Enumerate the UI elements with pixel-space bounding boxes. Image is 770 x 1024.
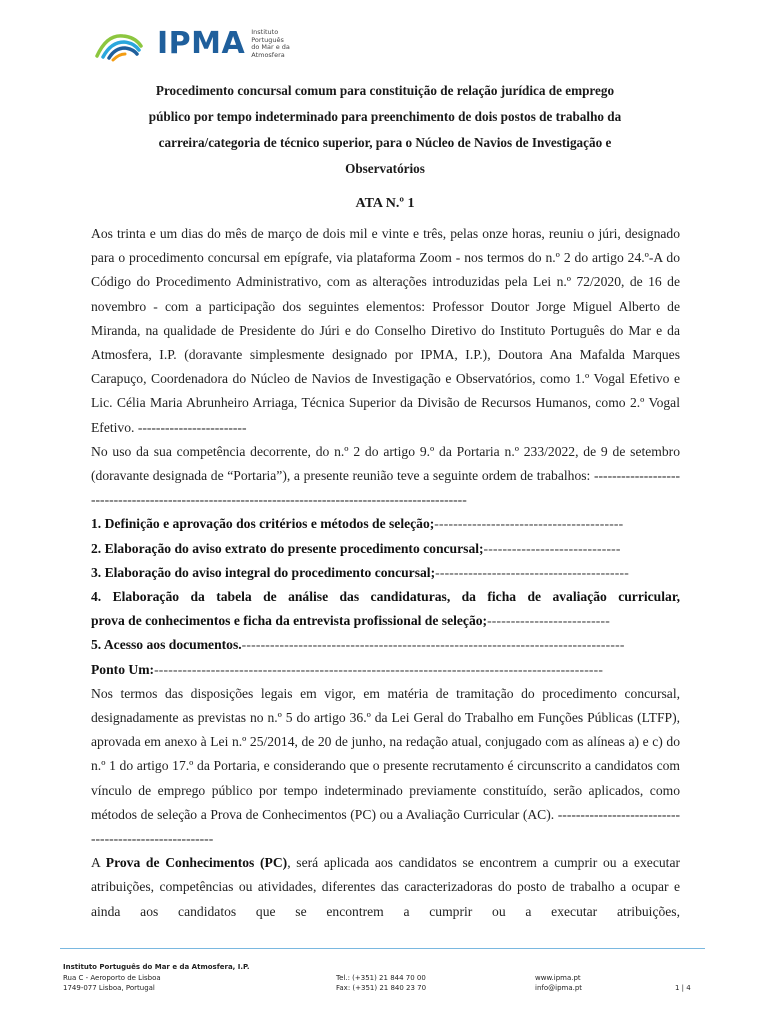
agenda-item-4-cont <box>91 609 680 633</box>
logo-subtitle-line: Atmosfera <box>251 50 285 59</box>
ponto-um-paragraph <box>91 682 680 851</box>
footer-org-name: Instituto Português do Mar e da Atmosfera, I.P. <box>63 963 250 971</box>
paragraph-text: A <box>91 855 106 871</box>
section-heading: Ponto Um: <box>91 661 155 677</box>
competence-text: No uso da sua competência decorrente, do n.º 2 do artigo 9.º da Portaria n.º 233/2022, de 9 de setembro (doravante designada de “Portaria”), a presente reunião teve a seguinte ordem de trabalhos: <box>91 443 680 484</box>
ipma-logo <box>93 24 301 64</box>
ponto-um-heading <box>91 658 680 682</box>
footer-fax: Fax: (+351) 21 840 23 70 <box>336 984 427 992</box>
title-line: carreira/categoria de técnico superior, para o Núcleo de Navios de Investigação e <box>158 135 612 150</box>
agenda-item-5 <box>91 633 680 657</box>
footer-divider <box>60 948 705 949</box>
footer-tel: Tel.: (+351) 21 844 70 00 <box>336 973 426 982</box>
footer-phones <box>336 973 486 994</box>
agenda-item-text: 3. Elaboração do aviso integral do procedimento concursal; <box>91 564 436 580</box>
dash-filler: ------------------------------------------------------------------------------------------------------ <box>91 468 680 508</box>
dash-filler: ----------------------------------------- <box>435 564 629 580</box>
footer-web <box>535 973 635 994</box>
dash-filler: ---------------------------------------- <box>434 516 624 532</box>
dash-filler: --------------------------------------------------------------------------------- <box>241 637 625 653</box>
document-body <box>91 222 680 924</box>
dash-filler: -------------------------- <box>487 613 610 629</box>
agenda-item-text: 2. Elaboração do aviso extrato do presente procedimento concursal; <box>91 540 484 556</box>
competence-paragraph <box>91 440 680 513</box>
agenda-item-1 <box>91 512 680 536</box>
logo-subtitle-line: Português <box>251 35 284 44</box>
intro-text: Aos trinta e um dias do mês de março de dois mil e vinte e três, pelas onze horas, reuniu o júri, designado para o procedimento concursal em epígrafe, via plataforma Zoom - nos termos do n.º 2 do artigo 24.º-A do Código do Procedimento Administrativo, com as alterações introduzidas pela Lei n.º 72/2020, de 16 de novembro - com a participação dos seguintes elementos: Professor Doutor Jorge Miguel Alberto de Miranda, na qualidade de Presidente do Júri e do Conselho Diretivo do Instituto Português do Mar e da Atmosfera, I.P. (doravante simplesmente designado por IPMA, I.P.), Doutora Ana Mafalda Marques Carapuço, Coordenadora do Núcleo de Navios de Investigação e Observatórios, como 1.º Vogal Efetivo e Lic. Célia Maria Abrunheiro Arriaga, Técnica Superior da Divisão de Recursos Humanos, como 2.º Vogal Efetivo. <box>91 226 680 435</box>
agenda-item-text: prova de conhecimentos e ficha da entrevista profissional de seleção; <box>91 613 488 629</box>
bold-term: Prova de Conhecimentos (PC) <box>105 855 288 871</box>
agenda-item-2 <box>91 537 680 561</box>
dash-filler: ------------------------ <box>137 419 247 435</box>
logo-subtitle-line: Instituto <box>251 28 279 36</box>
footer-address <box>63 962 293 994</box>
pc-paragraph <box>91 851 680 924</box>
agenda-item-3 <box>91 561 680 585</box>
dash-filler: ------------------------------------------------------ <box>91 806 681 847</box>
agenda-item-4: 4. Elaboração da tabela de análise das candidaturas, da ficha de avaliação curricular, <box>91 589 680 605</box>
dash-filler: ----------------------------------------------------------------------------------------------- <box>154 661 604 677</box>
page-number: 1 | 4 <box>675 984 691 992</box>
document-title <box>104 78 666 182</box>
paragraph-text: , será aplicada aos candidatos se encontrem a cumprir ou a executar atribuições, competências ou atividades, diferentes das caracterizadoras do posto de trabalho a ocupar e ainda aos candidatos que se encontrem a cumprir ou a executar atribuições, <box>91 855 681 919</box>
paragraph-text: Nos termos das disposições legais em vigor, em matéria de tramitação do procedimento concursal, designadamente as previstas no n.º 5 do artigo 36.º da Lei Geral do Trabalho em Funções Públicas (LTFP), aprovada em anexo à Lei n.º 25/2014, de 20 de junho, na redação atual, conjugado com as alíneas a) e c) do n.º 1 do artigo 17.º da Portaria, e considerando que o presente recrutamento é circunscrito a candidatos com vínculo de emprego público por tempo indeterminado previamente constituído, serão aplicados, como métodos de seleção a Prova de Conhecimentos (PC) ou a Avaliação Curricular (AC). <box>91 685 680 822</box>
ipma-wave-logo-icon <box>93 26 155 62</box>
footer-website-link[interactable]: www.ipma.pt <box>535 973 581 982</box>
title-line: público por tempo indeterminado para preenchimento de dois postos de trabalho da <box>148 109 622 124</box>
logo-subtitle <box>251 29 301 59</box>
footer-email-link[interactable]: info@ipma.pt <box>535 984 583 992</box>
logo-subtitle-line: do Mar e da <box>251 43 290 51</box>
intro-paragraph <box>91 222 680 440</box>
title-line: Procedimento concursal comum para constituição de relação jurídica de emprego <box>155 83 615 98</box>
footer-address-line: Rua C - Aeroporto de Lisboa <box>63 973 161 982</box>
dash-filler: ----------------------------- <box>483 540 621 556</box>
title-line: Observatórios <box>345 161 425 176</box>
ata-number: ATA N.º 1 <box>355 196 415 211</box>
agenda-item-text: 5. Acesso aos documentos. <box>91 637 242 653</box>
logo-wordmark: IPMA <box>157 26 246 61</box>
agenda-item-text: 1. Definição e aprovação dos critérios e métodos de seleção; <box>91 516 435 532</box>
footer-address-line: 1749-077 Lisboa, Portugal <box>63 984 155 992</box>
